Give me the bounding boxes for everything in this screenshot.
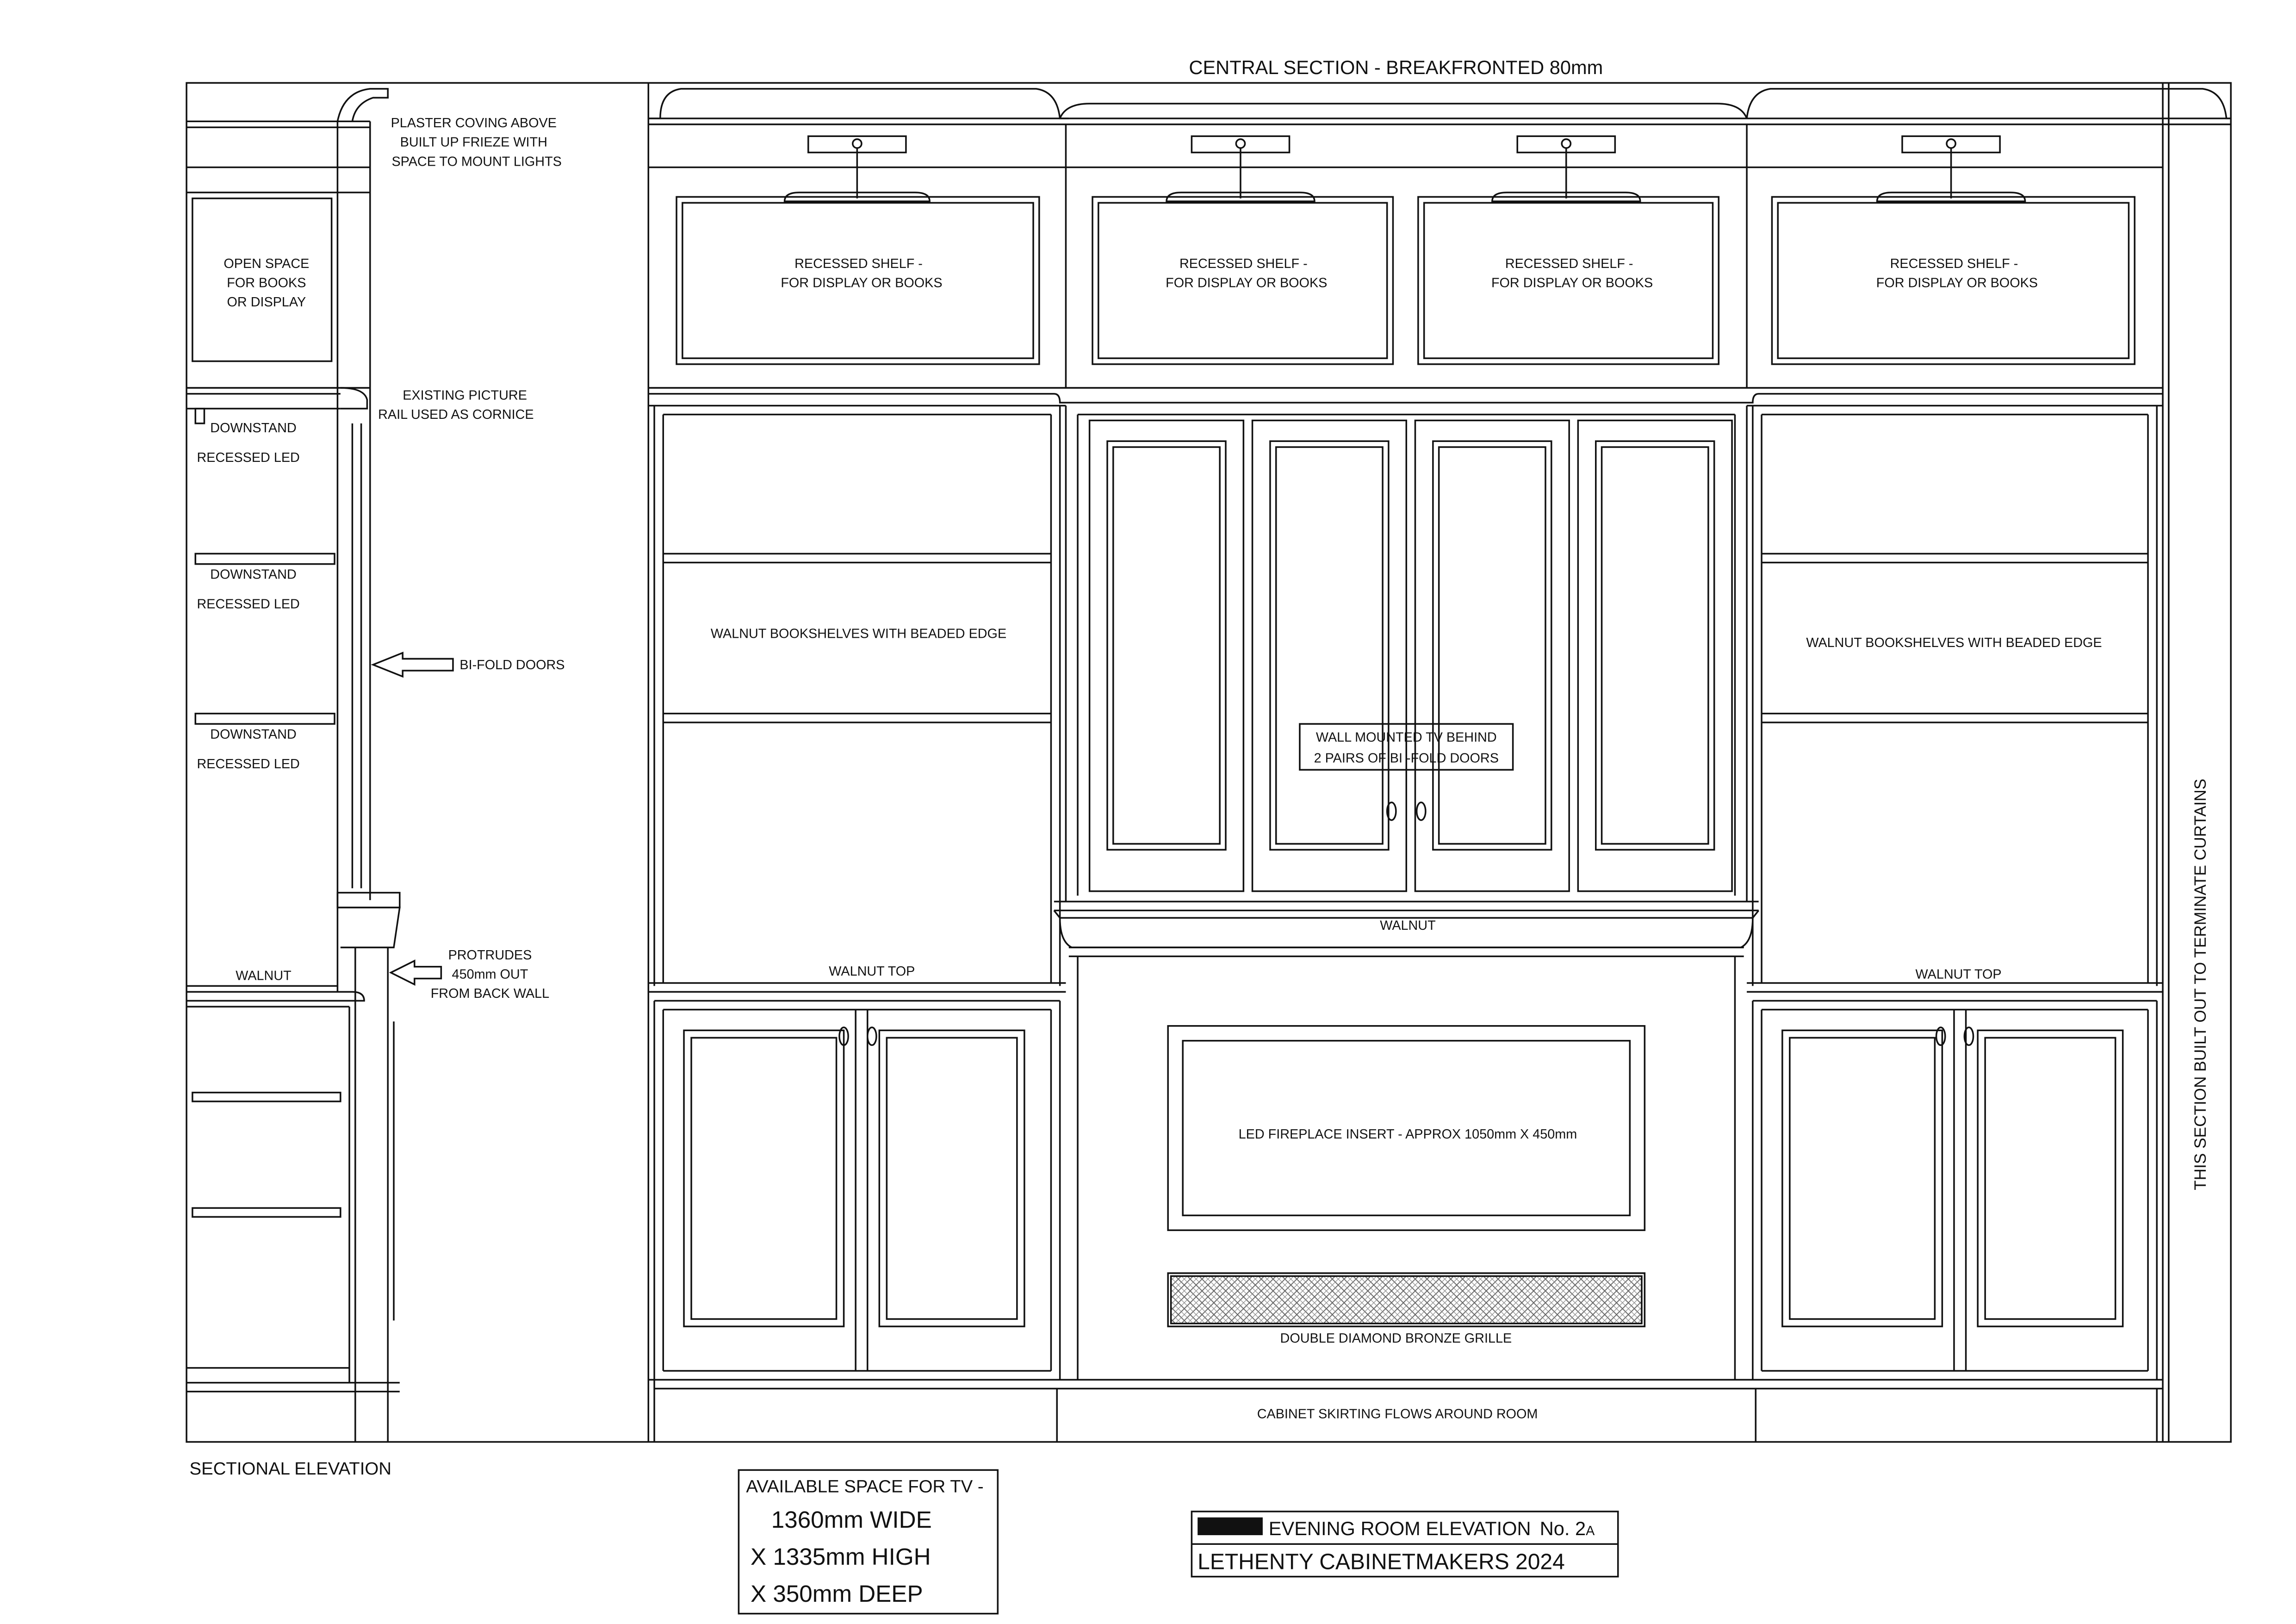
title-block-number-suffix: A: [1586, 1524, 1595, 1539]
open-space-line-3: OR DISPLAY: [227, 295, 306, 310]
title-block-marker: [1198, 1518, 1263, 1535]
skirting-label: CABINET SKIRTING FLOWS AROUND ROOM: [1257, 1406, 1538, 1422]
tv-space-line-2: 1360mm WIDE: [771, 1506, 932, 1533]
open-space-line-2: FOR BOOKS: [227, 275, 306, 291]
shelf-4-line-1: RECESSED SHELF -: [1890, 256, 2018, 271]
title-block-number: No. 2: [1539, 1518, 1586, 1540]
picture-rail-line-2: RAIL USED AS CORNICE: [378, 407, 534, 423]
protrudes-line-3: FROM BACK WALL: [430, 986, 550, 1001]
shelf-2-line-2: FOR DISPLAY OR BOOKS: [1166, 275, 1328, 291]
protrudes-arrow: [391, 961, 441, 984]
tv-space-line-4: X 350mm DEEP: [751, 1580, 923, 1607]
tv-note-line-2: 2 PAIRS OF BI -FOLD DOORS: [1314, 751, 1499, 766]
sectional-elevation-label: SECTIONAL ELEVATION: [189, 1458, 391, 1479]
left-bookcase: [648, 405, 1066, 1380]
led-3-line-2: RECESSED LED: [197, 757, 300, 772]
central-cabinet: [1054, 405, 1759, 1380]
shelf-1-line-1: RECESSED SHELF -: [794, 256, 923, 271]
picture-rail-line-1: EXISTING PICTURE: [403, 388, 527, 403]
walnut-top-right-label: WALNUT TOP: [1915, 967, 2002, 982]
title-block-company: LETHENTY CABINETMAKERS 2024: [1198, 1549, 1565, 1574]
led-1-line-1: DOWNSTAND: [210, 421, 297, 436]
bookshelves-left-label: WALNUT BOOKSHELVES WITH BEADED EDGE: [710, 626, 1007, 641]
shelf-1-line-2: FOR DISPLAY OR BOOKS: [781, 275, 943, 291]
led-3-line-1: DOWNSTAND: [210, 727, 297, 742]
curtains-note: THIS SECTION BUILT OUT TO TERMINATE CURTAINS: [2191, 778, 2209, 1190]
heading: CENTRAL SECTION - BREAKFRONTED 80mm: [1189, 56, 1603, 78]
protrudes-line-2: 450mm OUT: [452, 967, 528, 982]
left-walnut-label: WALNUT: [236, 968, 292, 983]
bookshelves-right-label: WALNUT BOOKSHELVES WITH BEADED EDGE: [1806, 635, 2102, 650]
tv-space-line-1: AVAILABLE SPACE FOR TV -: [746, 1476, 984, 1497]
linework: [186, 83, 2231, 1613]
plaster-coving-line-1: PLASTER COVING ABOVE: [391, 116, 557, 131]
walnut-top-left-label: WALNUT TOP: [829, 964, 915, 979]
shelf-3-line-2: FOR DISPLAY OR BOOKS: [1491, 275, 1653, 291]
plaster-coving-line-2: BUILT UP FRIEZE WITH: [400, 135, 547, 150]
fireplace-label: LED FIREPLACE INSERT - APPROX 1050mm X 450mm: [1238, 1126, 1577, 1142]
cornice: [648, 89, 2231, 388]
led-1-line-2: RECESSED LED: [197, 450, 300, 466]
grille-label: DOUBLE DIAMOND BRONZE GRILLE: [1280, 1331, 1512, 1346]
shelf-4-line-2: FOR DISPLAY OR BOOKS: [1876, 275, 2038, 291]
tv-note-line-1: WALL MOUNTED TV BEHIND: [1316, 730, 1497, 745]
shelf-2-line-1: RECESSED SHELF -: [1179, 256, 1308, 271]
title-block-title: [1269, 1518, 1595, 1539]
shelf-3-line-1: RECESSED SHELF -: [1505, 256, 1633, 271]
tv-space-line-3: X 1335mm HIGH: [751, 1543, 931, 1570]
right-bookcase: [1747, 405, 2163, 1380]
open-space-line-1: OPEN SPACE: [223, 256, 310, 271]
led-2-line-1: DOWNSTAND: [210, 567, 297, 582]
center-walnut-label: WALNUT: [1380, 918, 1436, 933]
title-block-title-text: EVENING ROOM ELEVATION: [1268, 1518, 1531, 1540]
picture-lights: [785, 136, 2025, 201]
bifold-arrow: [373, 653, 453, 677]
led-2-line-2: RECESSED LED: [197, 597, 300, 612]
bifold-label: BI-FOLD DOORS: [459, 657, 565, 672]
protrudes-line-1: PROTRUDES: [448, 947, 532, 963]
plaster-coving-line-3: SPACE TO MOUNT LIGHTS: [391, 154, 562, 169]
